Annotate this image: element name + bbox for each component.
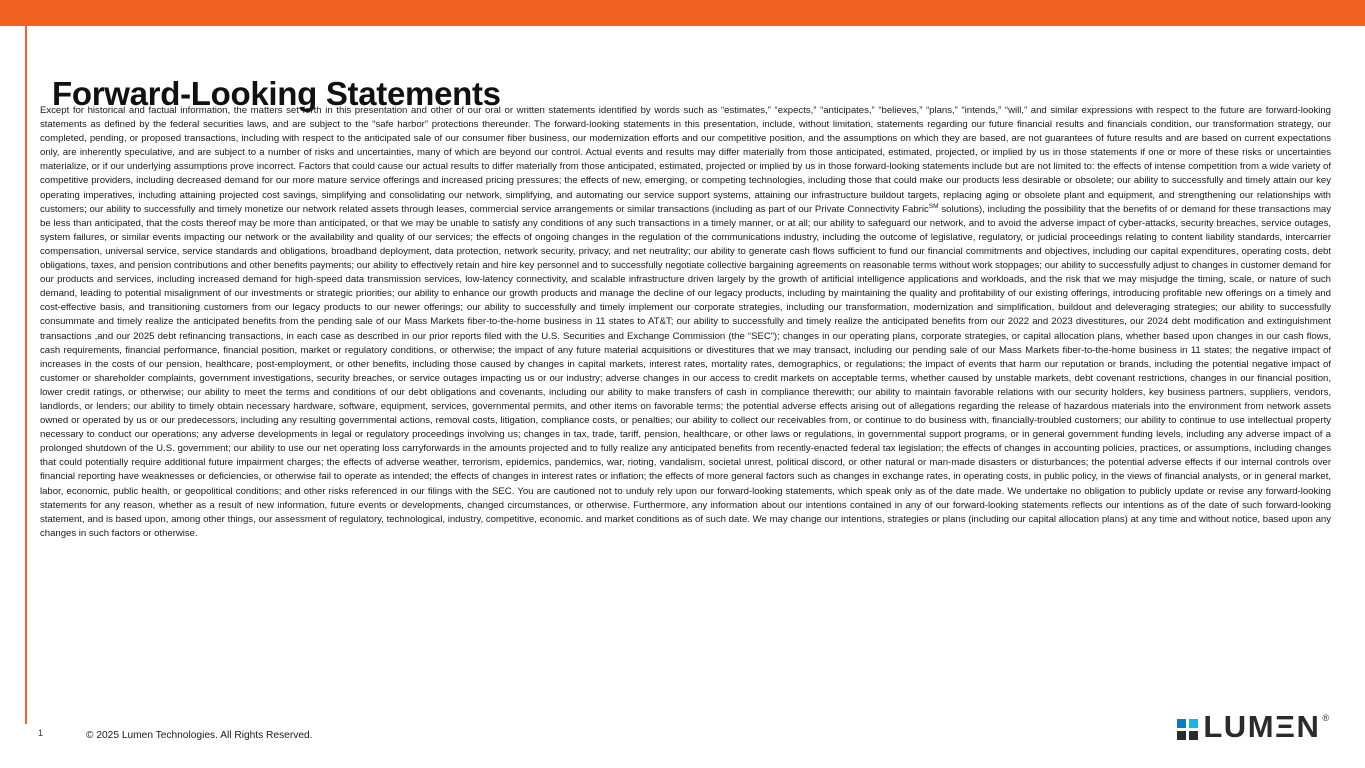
left-accent-rule [25,26,27,724]
page-number: 1 [38,728,44,738]
copyright-notice: © 2025 Lumen Technologies. All Rights Reserved. [86,730,313,741]
logo-square-bottom-right [1189,731,1198,740]
top-accent-bar [0,0,1365,26]
service-mark-superscript: SM [928,202,939,210]
disclaimer-part-1: Except for historical and factual information, the matters set forth in this presentation and other of our oral or written statements identified by words such as “estimates,” “expects,” “anticipates,” “believes,” “plans,” “intends,” “will,” and similar expressions with respect to the future are forward-looking statements as defined by the federal securities laws, and are subject to the “safe harbor” protections thereunder. The forward-looking statements in this presentation, include, without limitation, statements regarding our future financial results and financials condition, our transformation strategy, our completed, pending, or proposed transactions, including with respect to the anticipated sale of our consumer fiber business, our modernization efforts and our competitive position, and the assumptions on which they are based, are not guarantees of future results and are based on current expectations only, are inherently speculative, and are subject to a number of risks and uncertainties, many of which are beyond our control. Actual events and results may differ materially from those anticipated, estimated, projected, or implied by us in those statements if one or more of these risks or uncertainties materialize, or if our underlying assumptions prove incorrect. Factors that could cause our actual results to differ materially from those anticipated, estimated, projected or implied by us in those forward-looking statements include but are not limited to: the effects of intense competition from a wide variety of competitive providers, including decreased demand for our more mature service offerings and increased pricing pressures; the effects of new, emerging, or competing technologies, including those that could make our products less desirable or obsolete; our ability to successfully and timely attain our key operating imperatives, including attaining projected cost savings, simplifying and consolidating our network, simplifying, and automating our service support systems, attaining our infrastructure buildout targets, replacing aging or obsolete plant and equipment, and strengthening our relationships with customers; our ability to successfully and timely monetize our network related assets through leases, commercial service arrangements or similar transactions (including as part of our Private Connectivity Fabric [40,105,1331,215]
logo-square-top-right [1189,719,1198,728]
logo-square-top-left [1177,719,1186,728]
logo-square-bottom-left [1177,731,1186,740]
disclaimer-body [40,104,1331,541]
page-title: Forward-Looking Statements [52,75,501,113]
lumen-wordmark: LUMΞN [1203,709,1321,744]
disclaimer-part-2: solutions), including the possibility that the benefits of or demand for these transactions may be less than anticipated, that the costs thereof may be more than anticipated, or that we may be unable to satisfy any conditions of any such transactions in a timely manner, or at all; our ability to safeguard our network, and to avoid the adverse impact of cyber-attacks, security breaches, service outages, system failures, or similar events impacting our network or the availability and quality of our services; the effects of ongoing changes in the regulation of the communications industry, including the outcome of legislative, regulatory, or judicial proceedings relating to content liability standards, intercarrier compensation, universal service, service standards and obligations, broadband deployment, data protection, network security, privacy, and net neutrality; our ability to generate cash flows sufficient to fund our financial commitments and objectives, including our capital expenditures, operating costs, debt obligations, taxes, and pension contributions and other benefits payments; our ability to effectively retain and hire key personnel and to successfully negotiate collective bargaining agreements on reasonable terms without work stoppages; our ability to successfully adjust to changes in customer demand for our products and services, including increased demand for high-speed data transmission services, low-latency connectivity, and scalable infrastructure driven largely by the growth of artificial intelligence applications and workloads, and the risk that we may misjudge the timing, scale, or nature of such demand, leading to potential misalignment of our investments or strategic priorities; our ability to enhance our growth products and manage the decline of our legacy products, including by maintaining the quality and profitability of our existing offerings, introducing profitable new offerings on a timely and cost-effective basis, and transitioning customers from our legacy products to our newer offerings; our ability to successfully and timely implement our corporate strategies, including our transformation, modernization and simplification, buildout and deleveraging strategies; our ability to successfully consummate and timely realize the anticipated benefits from the pending sale of our Mass Markets fiber-to-the-home business in 11 states to AT&T; our ability to successfully and timely realize the anticipated benefits from our 2022 and 2023 divestitures, our 2024 debt modification and extinguishment transactions ,and our 2025 debt refinancing transactions, in each case as described in our prior reports filed with the U.S. Securities and Exchange Commission (the “SEC”); changes in our operating plans, corporate strategies, or capital allocation plans, whether based upon changes in our cash flows, cash requirements, financial performance, financial position, market or regulatory conditions, or otherwise; the impact of any future material acquisitions or divestitures that we may transact, including our pending sale of our Mass Markets fiber-to-the-home business in 11 states; the negative impact of increases in the costs of our pension, healthcare, post-employment, or other benefits, including those caused by changes in capital markets, interest rates, mortality rates, demographics, or regulations; the impact of events that harm our reputation or brands, including the potential negative impact of customer or shareholder complaints, government investigations, security breaches, or service outages impacting us or our industry; adverse changes in our access to credit markets on acceptable terms, whether caused by unstable markets, debt covenant restrictions, changes in our financial position, lower credit ratings, or otherwise; our ability to meet the terms and conditions of our debt obligations and covenants, including our ability to make transfers of cash in compliance therewith; our ability to maintain favorable relations with our security holders, key business partners, suppliers, vendors, landlords, or lenders; our ability to timely obtain necessary hardware, software, equipment, services, governmental permits, and other items on favorable terms; the potential adverse effects arising out of allegations regarding the release of hazardous materials into the environment from network assets owned or operated by us or our predecessors, including any resulting governmental actions, removal costs, litigation, compliance costs, or penalties; our ability to collect our receivables from, or continue to do business with, financially-troubled customers; our ability to continue to use intellectual property necessary to conduct our operations; any adverse developments in legal or regulatory proceedings involving us; changes in tax, trade, tariff, pension, healthcare, or other laws or regulations, in governmental support programs, or in general government funding levels, including any adverse impact of a prolonged shutdown of the U.S. government; our ability to use our net operating loss carryforwards in the amounts projected and to fully realize any anticipated benefits from recently-enacted federal tax legislation; the effects of changes in accounting policies, practices, or assumptions, including changes that could potentially require additional future impairment charges; the effects of adverse weather, terrorism, epidemics, pandemics, war, rioting, vandalism, societal unrest, political discord, or other natural or man-made disasters or disturbances; the potential adverse effects if our internal controls over financial reporting have weaknesses or deficiencies, or otherwise fail to operate as intended; the effects of changes in interest rates or inflation; the effects of more general factors such as changes in exchange rates, in operating costs, in public policy, in the views of financial analysts, or in general market, labor, economic, public health, or geopolitical conditions; and other risks referenced in our filings with the SEC. You are cautioned not to unduly rely upon our forward-looking statements, which speak only as of the date made. We undertake no obligation to publicly update or revise any forward-looking statements for any reason, whether as a result of new information, future events or developments, changed circumstances, or otherwise. Furthermore, any information about our intentions contained in any of our forward-looking statements reflects our intentions as of the date of such forward-looking statement, and is based upon, among other things, our assessment of regulatory, technological, industry, competitive, economic. and market conditions as of such date. We may change our intentions, strategies or plans (including our capital allocation plans) at any time and without notice, based upon any changes in such factors or otherwise. [40,203,1332,539]
lumen-logo [1177,709,1329,744]
trademark-symbol: ® [1322,713,1329,723]
lumen-logo-mark-icon [1177,719,1198,740]
